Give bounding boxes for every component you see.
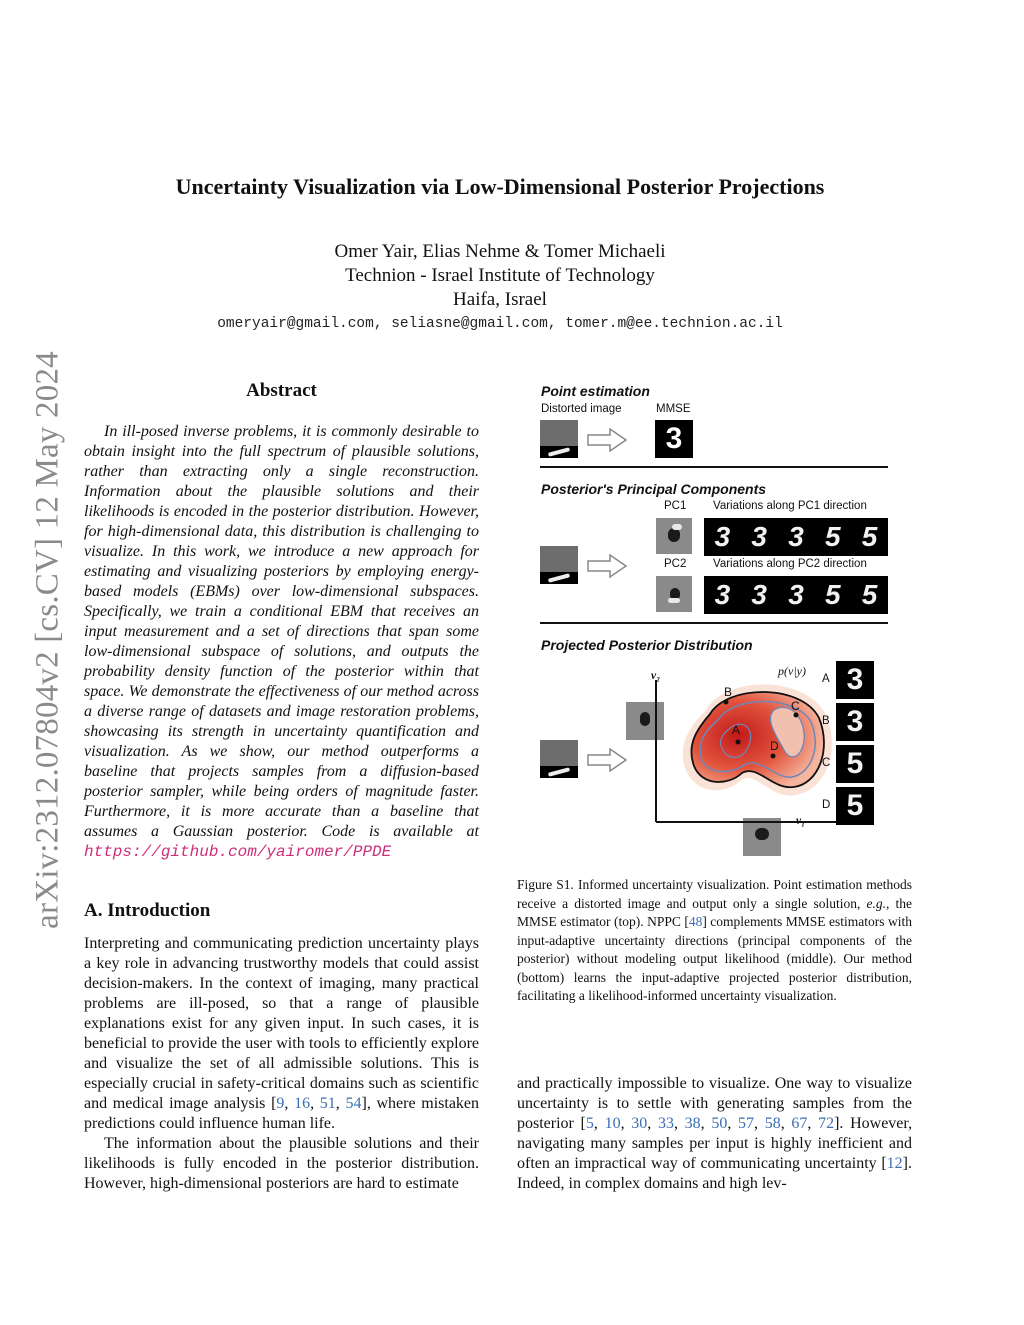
- variation-digit: 3: [714, 521, 731, 552]
- pc2-label: PC2: [664, 558, 687, 570]
- caption-eg: e.g.,: [866, 895, 890, 911]
- point-a: [736, 740, 741, 745]
- divider: [540, 622, 888, 624]
- citation[interactable]: 48: [688, 914, 703, 929]
- arxiv-id: arXiv:2312.07804v2 [cs.CV] 12 May 2024: [29, 351, 66, 929]
- abstract-text: [84, 422, 479, 862]
- variation-digit: 3: [788, 579, 804, 610]
- affiliation: Technion - Israel Institute of Technology: [345, 265, 655, 286]
- mmse-label: MMSE: [656, 403, 691, 415]
- v1-label: v₁: [796, 815, 806, 827]
- figure-s1: [536, 380, 896, 860]
- sample-digit: 3: [836, 661, 874, 699]
- right-body-b: ]. However, navigating many samples per input is highly inefficient and often an impractical way of communicating uncertainty [: [517, 1115, 913, 1172]
- citation[interactable]: 67: [791, 1115, 808, 1132]
- variation-digit: 5: [861, 521, 878, 552]
- variation-digit: 3: [788, 521, 804, 552]
- sample-digit: 5: [836, 745, 874, 783]
- citation[interactable]: 9: [276, 1095, 285, 1112]
- point-estimation-title: Point estimation: [541, 383, 650, 399]
- variation-digit: 3: [751, 521, 767, 552]
- sample-row: [822, 703, 874, 743]
- pc1-thumb: [656, 518, 692, 554]
- pc1-variation-strip: [704, 518, 888, 556]
- point-label-d: D: [770, 739, 779, 753]
- arrow-icon: [586, 552, 628, 580]
- intro-text: [84, 934, 479, 1194]
- sample-label: D: [822, 799, 831, 811]
- caption-a: Figure S1. Informed uncertainty visualization. Point estimation methods receive a distorted image and output only a single solution,: [517, 877, 912, 911]
- distorted-image-label: Distorted image: [541, 403, 622, 415]
- point-d: [771, 754, 776, 759]
- location: Haifa, Israel: [453, 289, 547, 310]
- code-link[interactable]: https://github.com/yairomer/PPDE: [84, 843, 392, 861]
- v2-label: v₂: [651, 670, 661, 682]
- density-label: p(v|y): [778, 664, 806, 678]
- arxiv-stamp: [20, 340, 76, 940]
- point-c: [794, 713, 799, 718]
- posterior-pc-title: Posterior's Principal Components: [541, 481, 767, 497]
- pc2-variation-strip: [704, 576, 888, 614]
- citation[interactable]: 33: [657, 1115, 674, 1132]
- distorted-image-thumb-2: [540, 546, 578, 584]
- reference-list: 5, 10, 30, 33, 38, 50, 57, 58, 67, 72: [585, 1115, 835, 1132]
- sample-row: [822, 787, 874, 827]
- abstract-body: In ill-posed inverse problems, it is commonly desirable to obtain insight into the full spectrum of plausible solutions, rather than extracting only a single reconstruction. Information about the plausible solutions and their likelihoods is encoded in the posterior distribution. However, for high-dimensional data, this distribution is challenging to visualize. In this work, we introduce a new approach for estimating and visualizing posteriors by employing energy-based models (EBMs) over low-dimensional subspaces. Specifically, we train a conditional EBM that receives an input measurement and a set of directions that span some low-dimensional subspace of solutions, and outputs the probability density function of the posterior within that space. We demonstrate the effectiveness of our method across a diverse range of datasets and image restoration problems, showcasing its strength in uncertainty quantification and visualization. As we show, our method outperforms a baseline that projects samples from a diffusion-based posterior sampler, while being orders of magnitude faster. Furthermore, it is more accurate than a baseline that assumes a Gaussian posterior. Code is available at: [84, 423, 479, 840]
- intro-paragraph-1: Interpreting and communicating prediction uncertainty plays a key role in advancing trustworthy models that could assist decision-makers. In the context of imaging, many practical problems are ill-posed, so that a range of plausible explanations exist for any given input. In such cases, it is beneficial to provide the user with tools to efficiently explore and visualize the set of all admissible solutions. This is especially crucial in safety-critical domains such as scientific and medical image analysis [9, 16, 51, 54], where mistaken predictions could influence human life.: [84, 935, 480, 1132]
- sample-label: A: [822, 673, 830, 685]
- pc1-label: PC1: [664, 500, 687, 512]
- variation-digit: 3: [751, 579, 767, 610]
- citation[interactable]: 58: [764, 1115, 781, 1132]
- citation[interactable]: 72: [818, 1115, 835, 1132]
- distorted-image-thumb-3: [540, 740, 578, 778]
- pc1-variations-label: Variations along PC1 direction: [713, 500, 867, 512]
- right-column-text: [517, 1074, 912, 1194]
- variation-digit: 5: [825, 521, 841, 552]
- citation[interactable]: 10: [604, 1115, 621, 1132]
- variation-digit: 5: [825, 579, 841, 610]
- right-body-a: and practically impossible to visualize. One way to visualize uncertainty is to settle with generating samples from the posterior [: [517, 1075, 912, 1132]
- point-label-c: C: [791, 699, 800, 713]
- distorted-image-thumb: [540, 420, 578, 458]
- divider: [540, 466, 888, 468]
- citation[interactable]: 57: [738, 1115, 755, 1132]
- variation-digit: 3: [714, 579, 731, 610]
- intro-paragraph-2: The information about the plausible solutions and their likelihoods is fully encoded in the posterior distribution. However, high-dimensional posteriors are hard to estimate: [84, 1135, 479, 1192]
- citation[interactable]: 5: [585, 1115, 594, 1132]
- abstract-heading: Abstract: [246, 380, 317, 401]
- mmse-digit: 3: [655, 420, 693, 458]
- sample-digit: 3: [836, 703, 874, 741]
- pc2-variations-label: Variations along PC2 direction: [713, 558, 867, 570]
- citation[interactable]: 50: [711, 1115, 728, 1132]
- authors: Omer Yair, Elias Nehme & Tomer Michaeli: [334, 241, 666, 262]
- right-body-c: ]. Indeed, in complex domains and high lev-: [517, 1155, 912, 1192]
- caption-b: the MMSE estimator (top). NPPC [: [517, 895, 912, 929]
- sample-column: [822, 661, 874, 831]
- intro-p1-a: Interpreting and communicating prediction uncertainty plays a key role in advancing trustworthy models that could assist decision-makers. In the context of imaging, many practical problems are ill-posed, so that a range of plausible explanations exist for any given input. In such cases, it is beneficial to provide the user with tools to efficiently explore and visualize the set of all admissible solutions. This is especially crucial in safety-critical domains such as scientific and medical image analysis [: [84, 935, 479, 1112]
- citation[interactable]: 16: [294, 1095, 311, 1112]
- sample-label: C: [822, 757, 831, 769]
- citation[interactable]: 30: [631, 1115, 648, 1132]
- pc2-thumb: [656, 576, 692, 612]
- sample-row: [822, 745, 874, 785]
- sample-row: [822, 661, 874, 701]
- figure-caption: [517, 876, 912, 1006]
- point-label-b: B: [724, 685, 733, 699]
- intro-heading: A. Introduction: [84, 900, 211, 921]
- sample-label: B: [822, 715, 830, 727]
- projected-title: Projected Posterior Distribution: [541, 637, 753, 653]
- point-label-a: A: [732, 723, 741, 737]
- citation[interactable]: 12: [886, 1155, 903, 1172]
- citation[interactable]: 51: [319, 1095, 336, 1112]
- paper-title: Uncertainty Visualization via Low-Dimensional Posterior Projections: [175, 174, 825, 199]
- citation[interactable]: 54: [345, 1095, 362, 1112]
- emails[interactable]: omeryair@gmail.com, seliasne@gmail.com, tomer.m@ee.technion.ac.il: [217, 316, 783, 332]
- citation[interactable]: 38: [684, 1115, 701, 1132]
- author-block: [0, 240, 1000, 312]
- sample-digit: 5: [836, 787, 874, 825]
- variation-digit: 5: [861, 579, 878, 610]
- caption-c: ] complements MMSE estimators with input-adaptive uncertainty directions (principal components of the posterior) without modeling output likelihood (middle). Our method (bottom) learns the input-adaptive projected posterior distribution, facilitating a likelihood-informed uncertainty visualization.: [517, 914, 912, 1003]
- arrow-icon: [586, 746, 628, 774]
- arrow-icon: [586, 426, 628, 454]
- point-b: [724, 700, 729, 705]
- intro-p1-b: ], where mistaken predictions could influence human life.: [84, 1095, 480, 1132]
